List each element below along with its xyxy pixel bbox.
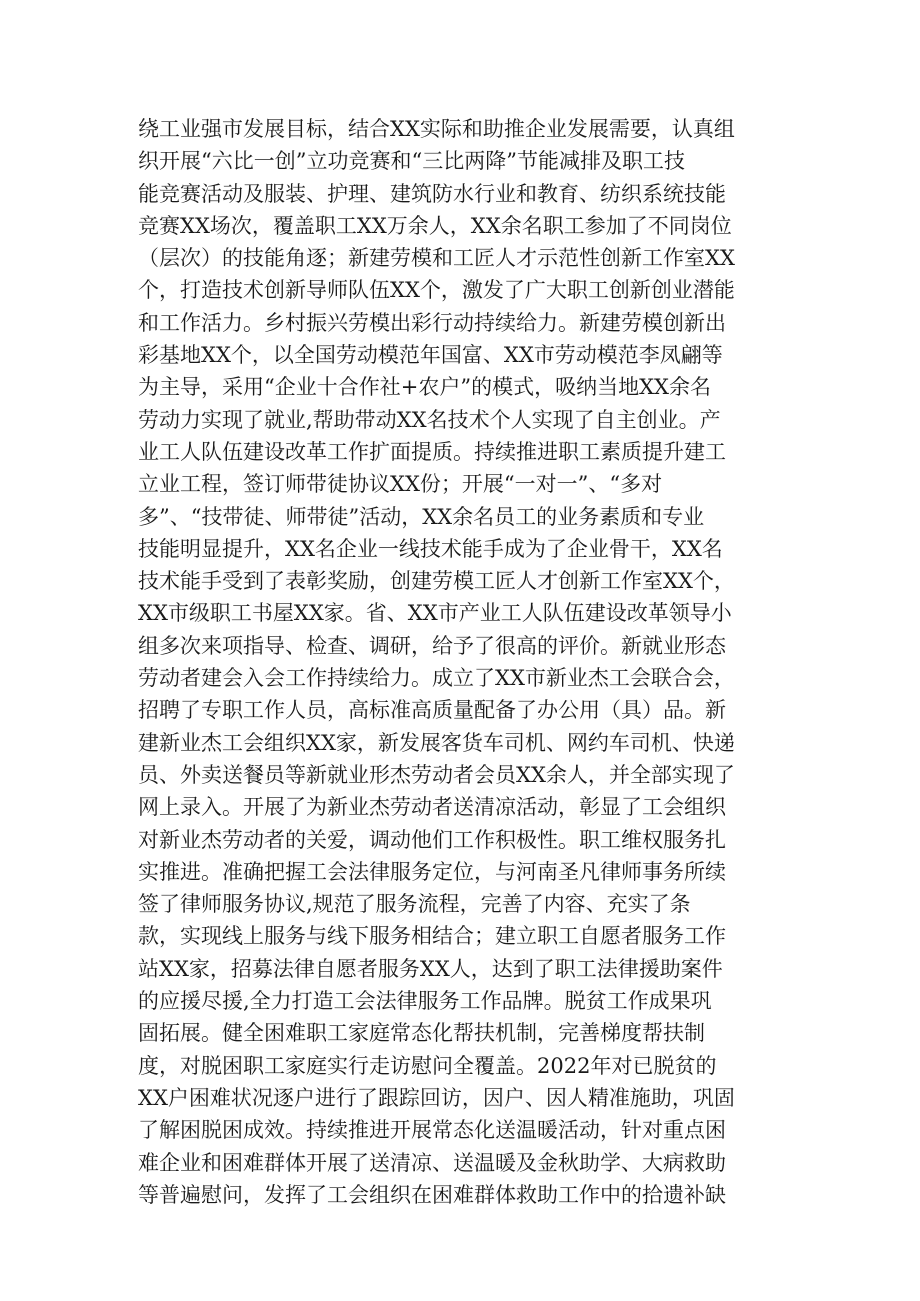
text-line: 固拓展。健全困难职工家庭常态化帮扶机制，完善梯度帮扶制 xyxy=(138,1021,705,1046)
text-line: 难企业和困难群体开展了送清凉、送温暖及金秋助学、大病救助 xyxy=(138,1150,726,1175)
text-line: 织开展“六比一创”立功竞赛和“三比两降”节能减排及职工技 xyxy=(138,149,685,174)
text-line: 款，实现线上服务与线下服务相结合；建立职工自愿者服务工作 xyxy=(138,924,726,949)
text-line: 对新业杰劳动者的关爱，调动他们工作积极性。职工维权服务扎 xyxy=(138,827,726,852)
text-line: 劳动力实现了就业,帮助带动XX名技术个人实现了自主创业。产 xyxy=(138,407,721,432)
text-line: 个，打造技术创新导师队伍XX个，激发了广大职工创新创业潜能 xyxy=(138,278,735,303)
text-line: 度，对脱困职工家庭实行走访慰问全覆盖。2022年对已脱贫的 xyxy=(138,1053,717,1078)
text-line: 站XX家，招募法律自愿者服务XX人，达到了职工法律援助案件 xyxy=(138,956,723,981)
text-line: 网上录入。开展了为新业杰劳动者送清凉活动，彰显了工会组织 xyxy=(138,795,726,820)
text-line: 为主导，采用“企业十合作社+农户”的模式，吸纳当地XX余名 xyxy=(138,375,711,400)
text-line: 建新业杰工会组织XX家，新发展客货车司机、网约车司机、快递 xyxy=(138,730,735,755)
text-line: 劳动者建会入会工作持续给力。成立了XX市新业杰工会联合会， xyxy=(138,666,735,691)
text-line: 签了律师服务协议,规范了服务流程，完善了内容、充实了条 xyxy=(138,892,691,917)
text-line: 招聘了专职工作人员，高标准高质量配备了办公用（具）品。新 xyxy=(138,698,726,723)
text-line: 多”、“技带徒、师带徒”活动，XX余名员工的业务素质和专业 xyxy=(138,504,705,529)
text-line: 员、外卖送餐员等新就业形杰劳动者会员XX余人，并全部实现了 xyxy=(138,762,735,787)
body-paragraph xyxy=(138,113,798,1211)
text-line: XX户困难状况逐户进行了跟踪回访，因户、因人精准施助，巩固 xyxy=(138,1085,735,1110)
text-line: 彩基地XX个，以全国劳动模范年国富、XX市劳动模范李凤翩等 xyxy=(138,343,723,368)
text-line: 技术能手受到了表彰奖励，创建劳模工匠人才创新工作室XX个， xyxy=(138,569,735,594)
text-line: 立业工程，签订师带徒协议XX份；开展“一对一”、“多对 xyxy=(138,472,663,497)
text-line: 业工人队伍建设改革工作扩面提质。持续推进职工素质提升建工 xyxy=(138,439,726,464)
text-line: 能竞赛活动及服装、护理、建筑防水行业和教育、纺织系统技能 xyxy=(138,181,726,206)
text-line: 技能明显提升，XX名企业一线技术能手成为了企业骨干，XX名 xyxy=(138,536,723,561)
text-line: （层次）的技能角逐；新建劳模和工匠人才示范性创新工作室XX xyxy=(138,246,735,271)
text-line: 和工作活力。乡村振兴劳模出彩行动持续给力。新建劳模创新出 xyxy=(138,310,726,335)
text-line: 组多次来项指导、检查、调研，给予了很高的评价。新就业形态 xyxy=(138,633,726,658)
text-line: 竞赛XX场次，覆盖职工XX万余人，XX余名职工参加了不同岗位 xyxy=(138,213,732,238)
text-line: 实推进。准确把握工会法律服务定位，与河南圣凡律师事务所续 xyxy=(138,859,726,884)
text-line: XX市级职工书屋XX家。省、XX市产业工人队伍建设改革领导小 xyxy=(138,601,732,626)
text-line: 绕工业强市发展目标，结合XX实际和助推企业发展需要，认真组 xyxy=(138,117,735,141)
text-line: 等普遍慰问，发挥了工会组织在困难群体救助工作中的拾遗补缺 xyxy=(138,1182,726,1207)
text-line: 了解困脱困成效。持续推进开展常态化送温暖活动，针对重点困 xyxy=(138,1118,726,1143)
text-line: 的应援尽援,全力打造工会法律服务工作品牌。脱贫工作成果巩 xyxy=(138,989,712,1014)
